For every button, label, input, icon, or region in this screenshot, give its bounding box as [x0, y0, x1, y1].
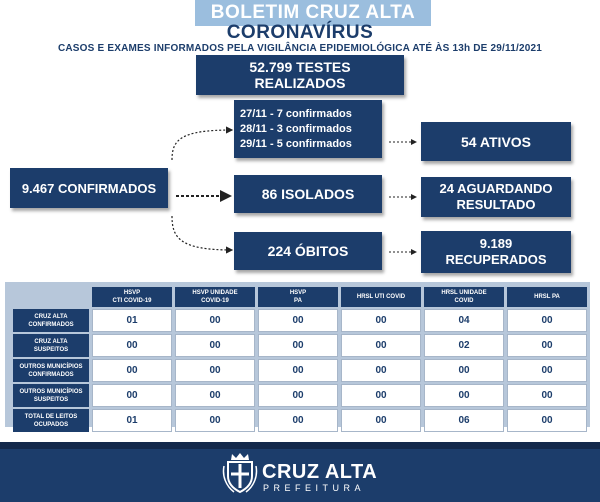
waiting-box — [421, 177, 571, 217]
table-cell: 00 — [507, 334, 587, 357]
table-cell: 01 — [92, 409, 172, 432]
table-cell: 00 — [175, 359, 255, 382]
table-cell: 00 — [507, 309, 587, 332]
confirmed-label: 9.467 CONFIRMADOS — [21, 180, 157, 196]
bulletin-subtitle: CORONAVÍRUS — [226, 22, 374, 43]
arrow-to-deaths — [172, 216, 232, 250]
beds-table — [5, 282, 590, 427]
table-cell: 00 — [341, 409, 421, 432]
tests-line2: REALIZADOS — [254, 75, 346, 91]
table-cell: 00 — [424, 359, 504, 382]
active-label: 54 ATIVOS — [460, 133, 532, 150]
column-header: HRSL PA — [507, 287, 587, 307]
table-corner — [13, 287, 89, 307]
table-cell: 02 — [424, 334, 504, 357]
row-label: CRUZ ALTA CONFIRMADOS — [13, 309, 89, 332]
isolated-box — [234, 175, 382, 213]
table-cell: 00 — [341, 359, 421, 382]
recovered-line1: 9.189 — [479, 236, 513, 251]
table-cell: 00 — [175, 334, 255, 357]
row-label: TOTAL DE LEITOS OCUPADOS — [13, 409, 89, 432]
daily-confirmed-box — [234, 100, 382, 158]
tests-line1: 52.799 TESTES — [249, 59, 351, 75]
recovered-line2: RECUPERADOS — [445, 252, 547, 267]
table-cell: 00 — [258, 309, 338, 332]
table-cell: 00 — [258, 384, 338, 407]
bulletin-title: BOLETIM CRUZ ALTA — [195, 0, 431, 26]
row-label: OUTROS MUNICÍPIOS CONFIRMADOS — [13, 359, 89, 382]
column-header: HRSL UNIDADE COVID — [424, 287, 504, 307]
table-cell: 00 — [175, 384, 255, 407]
footer-stripe — [0, 442, 600, 449]
table-cell: 00 — [175, 309, 255, 332]
column-header: HSVP CTI COVID-19 — [92, 287, 172, 307]
daily-line: 27/11 - 7 confirmados — [240, 107, 352, 120]
table-cell: 04 — [424, 309, 504, 332]
column-header: HSVP UNIDADE COVID-19 — [175, 287, 255, 307]
table-cell: 00 — [92, 359, 172, 382]
table-cell: 00 — [341, 384, 421, 407]
table-cell: 00 — [258, 334, 338, 357]
table-cell: 00 — [175, 409, 255, 432]
daily-line: 29/11 - 5 confirmados — [240, 137, 352, 150]
table-cell: 00 — [92, 384, 172, 407]
table-cell: 06 — [424, 409, 504, 432]
table-cell: 00 — [341, 334, 421, 357]
tests-box — [196, 55, 404, 95]
table-cell: 00 — [507, 409, 587, 432]
table-cell: 00 — [258, 409, 338, 432]
row-label: OUTROS MUNICÍPIOS SUSPEITOS — [13, 384, 89, 407]
table-cell: 01 — [92, 309, 172, 332]
confirmed-box — [10, 168, 168, 208]
arrow-to-daily — [172, 130, 232, 160]
column-header: HRSL UTI COVID — [341, 287, 421, 307]
column-header: HSVP PA — [258, 287, 338, 307]
recovered-box — [421, 231, 571, 273]
bulletin-headline: CASOS E EXAMES INFORMADOS PELA VIGILÂNCIA EPIDEMIOLÓGICA ATÉ ÀS 13h DE 29/11/2021 — [57, 43, 543, 54]
table-cell: 00 — [507, 384, 587, 407]
deaths-label: 224 ÓBITOS — [267, 243, 349, 259]
table-cell: 00 — [507, 359, 587, 382]
isolated-label: 86 ISOLADOS — [261, 186, 355, 202]
waiting-line1: 24 AGUARDANDO — [439, 181, 553, 196]
active-box — [421, 122, 571, 161]
table-cell: 00 — [424, 384, 504, 407]
table-cell: 00 — [258, 359, 338, 382]
deaths-box — [234, 232, 382, 270]
brand-name: CRUZ ALTA — [262, 461, 378, 483]
daily-line: 28/11 - 3 confirmados — [240, 122, 352, 135]
row-label: CRUZ ALTA SUSPEITOS — [13, 334, 89, 357]
table-cell: 00 — [92, 334, 172, 357]
coat-of-arms-icon — [222, 450, 258, 494]
table-cell: 00 — [341, 309, 421, 332]
waiting-line2: RESULTADO — [456, 197, 536, 212]
brand-subtitle: PREFEITURA — [263, 483, 366, 493]
